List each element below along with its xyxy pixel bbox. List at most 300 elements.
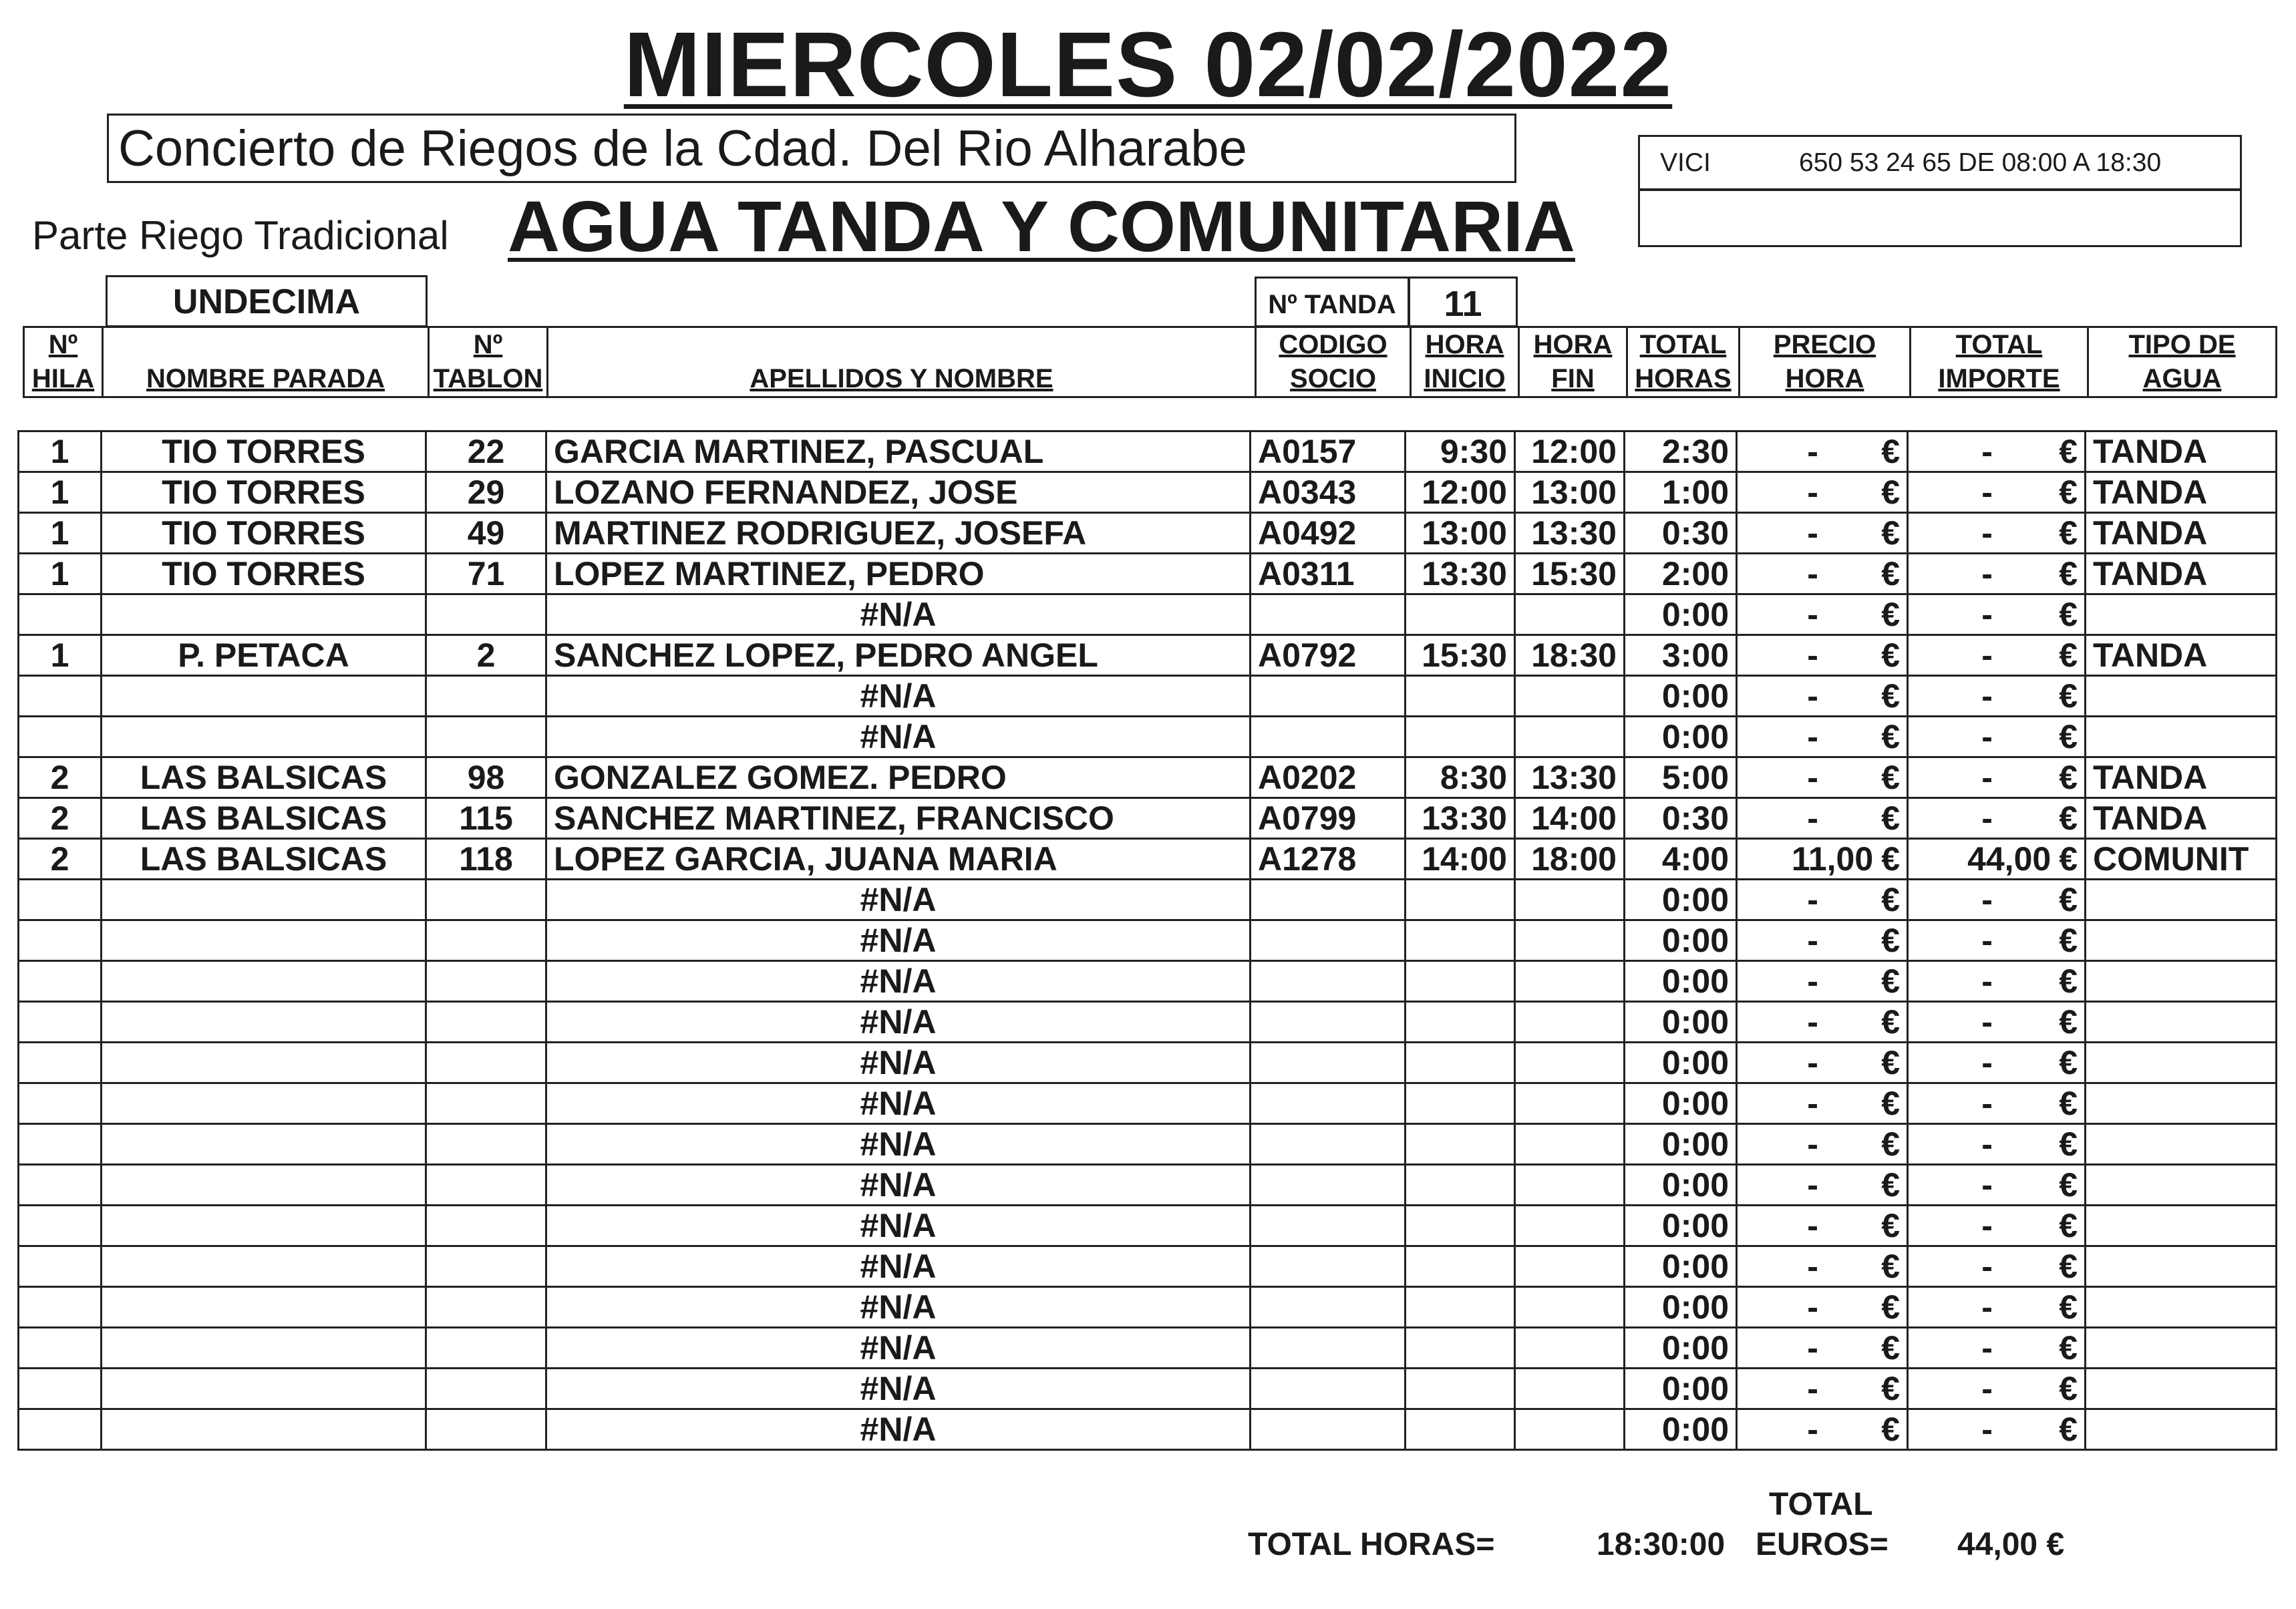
cell-precio-currency: €	[1881, 1370, 1900, 1407]
cell-parada: LAS BALSICAS	[102, 839, 426, 880]
contact-box	[1638, 135, 2242, 191]
cell-total: 0:00	[1625, 717, 1737, 757]
cell-importe-currency: €	[2059, 1003, 2078, 1041]
cell-total: 0:00	[1625, 1165, 1737, 1206]
cell-parada	[102, 1287, 426, 1328]
table-row	[19, 798, 2277, 839]
cell-fin	[1515, 1083, 1625, 1124]
header-tablon: Nº TABLON	[429, 327, 548, 397]
header-tipo: TIPO DE AGUA	[2088, 327, 2277, 397]
cell-precio-amount: -	[1807, 1125, 1818, 1163]
cell-tablon	[426, 1206, 546, 1246]
cell-importe	[1908, 1328, 2086, 1369]
cell-fin	[1515, 880, 1625, 920]
cell-precio	[1737, 961, 1908, 1002]
cell-importe-currency: €	[2059, 1248, 2078, 1285]
cell-inicio	[1406, 1409, 1515, 1450]
cell-nombre: #N/A	[546, 961, 1251, 1002]
total-hours-value: 18:30:00	[1597, 1527, 1726, 1562]
cell-hila	[19, 594, 102, 635]
table-row	[19, 717, 2277, 757]
cell-tipo	[2086, 1002, 2277, 1043]
cell-precio-currency: €	[1881, 1248, 1900, 1285]
cell-tipo: TANDA	[2086, 472, 2277, 513]
cell-parada	[102, 1246, 426, 1287]
cell-precio-amount: -	[1807, 1085, 1818, 1122]
cell-importe	[1908, 676, 2086, 717]
cell-nombre: #N/A	[546, 1369, 1251, 1409]
cell-codigo	[1251, 717, 1406, 757]
cell-fin	[1515, 1409, 1625, 1450]
cell-tipo	[2086, 1083, 2277, 1124]
cell-total: 0:00	[1625, 880, 1737, 920]
cell-total: 0:30	[1625, 513, 1737, 554]
cell-fin	[1515, 1287, 1625, 1328]
cell-importe-currency: €	[2059, 1207, 2078, 1244]
cell-total: 2:00	[1625, 554, 1737, 594]
cell-fin: 15:30	[1515, 554, 1625, 594]
cell-codigo	[1251, 1002, 1406, 1043]
cell-total: 0:00	[1625, 1043, 1737, 1083]
cell-codigo	[1251, 1206, 1406, 1246]
cell-total: 0:00	[1625, 1206, 1737, 1246]
cell-tipo	[2086, 1246, 2277, 1287]
cell-hila	[19, 920, 102, 961]
cell-importe-currency: €	[2059, 759, 2078, 796]
cell-inicio	[1406, 676, 1515, 717]
cell-importe-currency: €	[2059, 1166, 2078, 1204]
cell-importe-currency: €	[2059, 1370, 2078, 1407]
cell-importe-currency: €	[2059, 962, 2078, 1000]
cell-parada	[102, 1206, 426, 1246]
cell-hila	[19, 1083, 102, 1124]
cell-importe-currency: €	[2059, 799, 2078, 837]
tanda-label: Nº TANDA	[1255, 277, 1410, 327]
cell-importe	[1908, 635, 2086, 676]
cell-importe-currency: €	[2059, 1288, 2078, 1326]
cell-tablon: 98	[426, 757, 546, 798]
cell-tablon: 49	[426, 513, 546, 554]
cell-parada	[102, 676, 426, 717]
cell-importe	[1908, 839, 2086, 880]
cell-inicio: 13:30	[1406, 554, 1515, 594]
cell-hila	[19, 1206, 102, 1246]
cell-nombre: #N/A	[546, 1328, 1251, 1369]
cell-importe-currency: €	[2059, 474, 2078, 511]
cell-total: 0:00	[1625, 961, 1737, 1002]
cell-importe-amount: -	[1981, 881, 1993, 918]
table-row	[19, 839, 2277, 880]
cell-nombre: MARTINEZ RODRIGUEZ, JOSEFA	[546, 513, 1251, 554]
table-row	[19, 961, 2277, 1002]
cell-importe-currency: €	[2059, 1329, 2078, 1367]
cell-codigo	[1251, 1165, 1406, 1206]
cell-importe	[1908, 1246, 2086, 1287]
cell-nombre: LOPEZ MARTINEZ, PEDRO	[546, 554, 1251, 594]
total-euros-label-top: TOTAL	[1769, 1487, 1873, 1522]
cell-inicio: 13:30	[1406, 798, 1515, 839]
cell-tablon	[426, 1124, 546, 1165]
subtitle-main: AGUA TANDA Y COMUNITARIA	[508, 186, 1575, 266]
cell-total: 0:00	[1625, 1328, 1737, 1369]
cell-fin	[1515, 1328, 1625, 1369]
cell-importe-amount: -	[1981, 759, 1993, 796]
cell-tipo	[2086, 1409, 2277, 1450]
cell-importe-amount: -	[1981, 514, 1993, 552]
cell-hila	[19, 1409, 102, 1450]
cell-inicio	[1406, 594, 1515, 635]
cell-importe	[1908, 757, 2086, 798]
cell-codigo	[1251, 1246, 1406, 1287]
cell-importe	[1908, 1002, 2086, 1043]
cell-inicio	[1406, 1246, 1515, 1287]
cell-nombre: #N/A	[546, 1165, 1251, 1206]
cell-precio-amount: -	[1807, 433, 1818, 470]
header-hila: Nº HILA	[24, 327, 103, 397]
cell-precio-amount: -	[1807, 962, 1818, 1000]
cell-parada: P. PETACA	[102, 635, 426, 676]
cell-importe	[1908, 798, 2086, 839]
subtitle-label: Parte Riego Tradicional	[32, 213, 449, 258]
cell-fin	[1515, 1206, 1625, 1246]
cell-inicio	[1406, 1206, 1515, 1246]
cell-parada	[102, 1328, 426, 1369]
cell-precio-currency: €	[1881, 1329, 1900, 1367]
cell-inicio	[1406, 1043, 1515, 1083]
cell-total: 0:00	[1625, 1246, 1737, 1287]
table-row	[19, 513, 2277, 554]
cell-nombre: #N/A	[546, 1409, 1251, 1450]
cell-codigo	[1251, 1409, 1406, 1450]
cell-tablon: 115	[426, 798, 546, 839]
table-row	[19, 1287, 2277, 1328]
cell-importe-currency: €	[2059, 922, 2078, 959]
cell-nombre: #N/A	[546, 920, 1251, 961]
cell-fin	[1515, 717, 1625, 757]
cell-precio	[1737, 676, 1908, 717]
cell-importe-amount: -	[1981, 1207, 1993, 1244]
cell-codigo	[1251, 1124, 1406, 1165]
cell-precio-amount: -	[1807, 677, 1818, 715]
cell-precio-amount: -	[1807, 474, 1818, 511]
cell-fin	[1515, 1002, 1625, 1043]
cell-precio	[1737, 635, 1908, 676]
cell-precio	[1737, 717, 1908, 757]
cell-inicio: 14:00	[1406, 839, 1515, 880]
cell-tipo	[2086, 1328, 2277, 1369]
cell-precio	[1737, 1287, 1908, 1328]
cell-hila	[19, 676, 102, 717]
cell-nombre: #N/A	[546, 717, 1251, 757]
cell-precio-currency: €	[1881, 1125, 1900, 1163]
cell-importe-amount: 44,00	[1967, 840, 2052, 878]
cell-fin: 12:00	[1515, 431, 1625, 472]
cell-precio	[1737, 1165, 1908, 1206]
cell-total: 0:30	[1625, 798, 1737, 839]
cell-fin	[1515, 1369, 1625, 1409]
cell-tipo: TANDA	[2086, 554, 2277, 594]
table-row	[19, 676, 2277, 717]
cell-tablon	[426, 1043, 546, 1083]
cell-tablon	[426, 1369, 546, 1409]
cell-importe-currency: €	[2059, 555, 2078, 592]
header-importe: TOTAL IMPORTE	[1911, 327, 2088, 397]
cell-precio-currency: €	[1881, 555, 1900, 592]
table-header	[23, 326, 2277, 398]
cell-codigo	[1251, 880, 1406, 920]
cell-parada	[102, 717, 426, 757]
cell-hila	[19, 880, 102, 920]
cell-total: 1:00	[1625, 472, 1737, 513]
cell-tablon	[426, 1409, 546, 1450]
cell-fin: 14:00	[1515, 798, 1625, 839]
cell-importe-currency: €	[2059, 840, 2078, 878]
cell-fin: 13:00	[1515, 472, 1625, 513]
cell-hila	[19, 1287, 102, 1328]
cell-nombre: SANCHEZ MARTINEZ, FRANCISCO	[546, 798, 1251, 839]
cell-parada	[102, 1002, 426, 1043]
header-codigo: CODIGO SOCIO	[1256, 327, 1411, 397]
table-row	[19, 1206, 2277, 1246]
cell-precio	[1737, 1002, 1908, 1043]
table-row	[19, 554, 2277, 594]
cell-hila	[19, 1002, 102, 1043]
cell-parada	[102, 961, 426, 1002]
cell-precio	[1737, 1246, 1908, 1287]
hila-name: UNDECIMA	[106, 275, 428, 327]
cell-tablon	[426, 1083, 546, 1124]
cell-importe-currency: €	[2059, 596, 2078, 633]
table-row	[19, 594, 2277, 635]
cell-precio-currency: €	[1881, 677, 1900, 715]
cell-parada	[102, 1165, 426, 1206]
cell-inicio	[1406, 1165, 1515, 1206]
cell-parada: TIO TORRES	[102, 472, 426, 513]
header-precio: PRECIO HORA	[1740, 327, 1911, 397]
cell-total: 0:00	[1625, 594, 1737, 635]
cell-codigo	[1251, 1043, 1406, 1083]
cell-precio	[1737, 1206, 1908, 1246]
cell-parada	[102, 1083, 426, 1124]
cell-fin: 18:30	[1515, 635, 1625, 676]
cell-inicio	[1406, 1002, 1515, 1043]
cell-importe-currency: €	[2059, 881, 2078, 918]
cell-total: 2:30	[1625, 431, 1737, 472]
cell-precio-amount: -	[1807, 1248, 1818, 1285]
cell-importe-amount: -	[1981, 637, 1993, 674]
cell-codigo: A0157	[1251, 431, 1406, 472]
cell-hila	[19, 717, 102, 757]
cell-precio-amount: -	[1807, 514, 1818, 552]
cell-importe	[1908, 1206, 2086, 1246]
cell-precio-amount: -	[1807, 1207, 1818, 1244]
cell-parada: TIO TORRES	[102, 431, 426, 472]
cell-total: 0:00	[1625, 1369, 1737, 1409]
header-nombre: APELLIDOS Y NOMBRE	[548, 327, 1256, 397]
cell-precio-currency: €	[1881, 1003, 1900, 1041]
cell-importe-amount: -	[1981, 1248, 1993, 1285]
table-row	[19, 880, 2277, 920]
cell-precio-currency: €	[1881, 881, 1900, 918]
cell-codigo	[1251, 1287, 1406, 1328]
table-row	[19, 1165, 2277, 1206]
cell-importe-amount: -	[1981, 922, 1993, 959]
cell-importe-amount: -	[1981, 555, 1993, 592]
cell-codigo: A0311	[1251, 554, 1406, 594]
cell-codigo: A0343	[1251, 472, 1406, 513]
header-inicio: HORA INICIO	[1411, 327, 1519, 397]
cell-tipo: TANDA	[2086, 798, 2277, 839]
cell-hila	[19, 1246, 102, 1287]
cell-importe-amount: -	[1981, 474, 1993, 511]
table-row	[19, 1409, 2277, 1450]
cell-importe	[1908, 431, 2086, 472]
cell-precio-currency: €	[1881, 433, 1900, 470]
cell-parada: LAS BALSICAS	[102, 757, 426, 798]
cell-inicio: 15:30	[1406, 635, 1515, 676]
cell-precio	[1737, 594, 1908, 635]
cell-importe-amount: -	[1981, 1085, 1993, 1122]
cell-tablon	[426, 594, 546, 635]
cell-fin	[1515, 961, 1625, 1002]
cell-fin: 13:30	[1515, 513, 1625, 554]
cell-precio	[1737, 1124, 1908, 1165]
cell-nombre: #N/A	[546, 1043, 1251, 1083]
cell-parada	[102, 1043, 426, 1083]
cell-precio	[1737, 1409, 1908, 1450]
cell-parada	[102, 1124, 426, 1165]
cell-hila	[19, 1369, 102, 1409]
cell-precio-amount: -	[1807, 596, 1818, 633]
cell-importe-amount: -	[1981, 1003, 1993, 1041]
table-row	[19, 1328, 2277, 1369]
cell-importe-amount: -	[1981, 433, 1993, 470]
cell-tablon	[426, 1287, 546, 1328]
cell-fin	[1515, 920, 1625, 961]
cell-importe	[1908, 1165, 2086, 1206]
cell-tablon	[426, 1246, 546, 1287]
cell-precio	[1737, 880, 1908, 920]
cell-tablon: 2	[426, 635, 546, 676]
cell-importe-currency: €	[2059, 433, 2078, 470]
table-row	[19, 920, 2277, 961]
cell-precio-currency: €	[1881, 759, 1900, 796]
irrigation-table	[17, 430, 2277, 1451]
cell-precio-amount: -	[1807, 1044, 1818, 1081]
cell-inicio	[1406, 717, 1515, 757]
total-hours-label: TOTAL HORAS=	[1248, 1527, 1495, 1562]
cell-inicio: 13:00	[1406, 513, 1515, 554]
cell-parada	[102, 1409, 426, 1450]
cell-codigo: A1278	[1251, 839, 1406, 880]
cell-precio-amount: -	[1807, 922, 1818, 959]
cell-precio	[1737, 839, 1908, 880]
cell-tablon	[426, 1328, 546, 1369]
cell-precio-amount: -	[1807, 799, 1818, 837]
cell-total: 0:00	[1625, 1002, 1737, 1043]
cell-tipo: TANDA	[2086, 431, 2277, 472]
cell-parada: TIO TORRES	[102, 554, 426, 594]
cell-importe-amount: -	[1981, 962, 1993, 1000]
cell-tablon	[426, 717, 546, 757]
cell-tablon: 22	[426, 431, 546, 472]
cell-importe-currency: €	[2059, 637, 2078, 674]
cell-importe-amount: -	[1981, 1166, 1993, 1204]
cell-total: 0:00	[1625, 1287, 1737, 1328]
table-row	[19, 635, 2277, 676]
cell-codigo: A0202	[1251, 757, 1406, 798]
cell-precio	[1737, 472, 1908, 513]
cell-importe-amount: -	[1981, 1370, 1993, 1407]
table-row	[19, 1124, 2277, 1165]
cell-precio-amount: -	[1807, 881, 1818, 918]
cell-precio-currency: €	[1881, 840, 1900, 878]
organization-name: Concierto de Riegos de la Cdad. Del Rio Alharabe	[107, 114, 1516, 183]
cell-precio-currency: €	[1881, 962, 1900, 1000]
cell-tipo: TANDA	[2086, 757, 2277, 798]
cell-codigo: A0792	[1251, 635, 1406, 676]
cell-nombre: #N/A	[546, 1124, 1251, 1165]
cell-nombre: GARCIA MARTINEZ, PASCUAL	[546, 431, 1251, 472]
cell-importe-amount: -	[1981, 799, 1993, 837]
cell-inicio: 9:30	[1406, 431, 1515, 472]
cell-codigo	[1251, 1083, 1406, 1124]
tanda-number: 11	[1408, 277, 1518, 327]
cell-codigo	[1251, 1328, 1406, 1369]
cell-importe	[1908, 472, 2086, 513]
header-fin: HORA FIN	[1519, 327, 1627, 397]
cell-hila: 1	[19, 513, 102, 554]
cell-nombre: #N/A	[546, 676, 1251, 717]
cell-importe	[1908, 554, 2086, 594]
cell-tipo	[2086, 1206, 2277, 1246]
header-total: TOTAL HORAS	[1627, 327, 1740, 397]
cell-total: 0:00	[1625, 1083, 1737, 1124]
cell-hila: 1	[19, 431, 102, 472]
cell-precio-currency: €	[1881, 474, 1900, 511]
cell-importe-amount: -	[1981, 677, 1993, 715]
cell-precio	[1737, 554, 1908, 594]
cell-codigo	[1251, 676, 1406, 717]
cell-tipo	[2086, 1124, 2277, 1165]
cell-nombre: #N/A	[546, 594, 1251, 635]
cell-importe-currency: €	[2059, 1044, 2078, 1081]
cell-nombre: SANCHEZ LOPEZ, PEDRO ANGEL	[546, 635, 1251, 676]
cell-importe-currency: €	[2059, 718, 2078, 755]
table-row	[19, 757, 2277, 798]
cell-parada	[102, 1369, 426, 1409]
cell-hila	[19, 1043, 102, 1083]
cell-precio-amount: -	[1807, 637, 1818, 674]
cell-importe	[1908, 1409, 2086, 1450]
cell-inicio	[1406, 1328, 1515, 1369]
cell-nombre: #N/A	[546, 880, 1251, 920]
contact-details: 650 53 24 65 DE 08:00 A 18:30	[1799, 148, 2162, 177]
page-title: MIERCOLES 02/02/2022	[623, 13, 1673, 116]
cell-importe	[1908, 1287, 2086, 1328]
cell-precio-amount: -	[1807, 1003, 1818, 1041]
cell-precio-currency: €	[1881, 718, 1900, 755]
cell-inicio	[1406, 1287, 1515, 1328]
table-row	[19, 472, 2277, 513]
cell-hila: 2	[19, 757, 102, 798]
cell-nombre: #N/A	[546, 1246, 1251, 1287]
table-row	[19, 1002, 2277, 1043]
table-row	[19, 1083, 2277, 1124]
cell-inicio	[1406, 1369, 1515, 1409]
cell-hila	[19, 961, 102, 1002]
cell-importe-amount: -	[1981, 718, 1993, 755]
